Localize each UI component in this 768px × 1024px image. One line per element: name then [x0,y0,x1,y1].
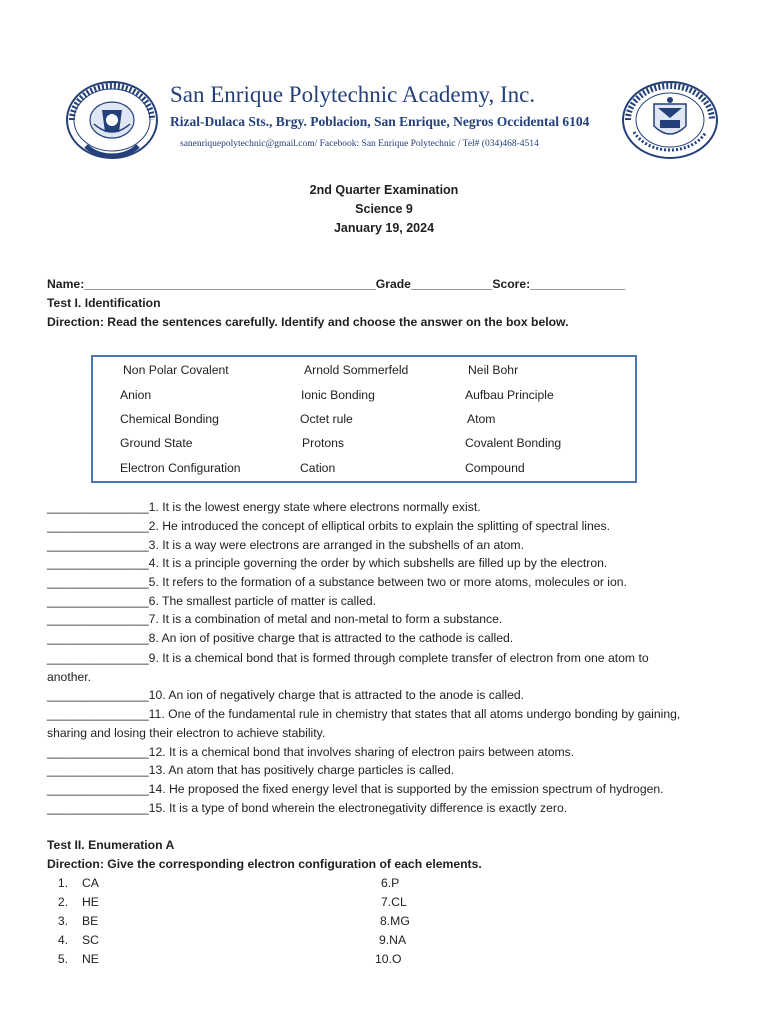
element-symbol: SC [82,933,99,947]
item-number: 3. [57,914,68,928]
question-item [47,745,574,759]
answer-blank[interactable]: _______________ [47,575,149,589]
name-blank[interactable]: ___________________________________________ [84,277,376,291]
element-symbol: NE [82,952,99,966]
school-address: Rizal-Dulaca Sts., Brgy. Poblacion, San Enrique, Negros Occidental 6104 [170,114,590,129]
choice-item: Cation [300,461,336,475]
choice-item: Anion [120,388,152,402]
enumeration-item: 9.NA [379,933,407,947]
test2-direction: Direction: Give the corresponding electron configuration of each elements. [47,857,482,871]
choice-item: Ionic Bonding [301,388,375,402]
exam-subject: Science 9 [355,202,413,216]
question-text: 8. An ion of positive charge that is attracted to the cathode is called. [148,631,514,645]
question-continuation: another. [47,670,92,684]
question-text: 11. One of the fundamental rule in chemistry that states that all atoms undergo bonding by gaining, [148,707,681,721]
test2-title: Test II. Enumeration A [47,838,175,852]
answer-blank[interactable]: _______________ [47,631,149,645]
school-seal-logo [64,80,160,160]
enumeration-item [46,876,99,890]
question-text: 1. It is the lowest energy state where electrons normally exist. [148,500,481,514]
question-text: 14. He proposed the fixed energy level that is supported by the emission spectrum of hydrogen. [148,782,664,796]
question-text: 12. It is a chemical bond that involves sharing of electron pairs between atoms. [148,745,575,759]
choice-item: Atom [467,412,496,426]
answer-blank[interactable]: _______________ [47,500,149,514]
answer-blank[interactable]: _______________ [47,782,149,796]
enumeration-item: 7.CL [381,895,407,909]
choice-item: Non Polar Covalent [123,363,229,377]
answer-blank[interactable]: _______________ [47,651,149,665]
element-symbol: HE [82,895,99,909]
choice-item: Aufbau Principle [465,388,554,402]
item-number: 1. [57,876,68,890]
question-text: 15. It is a type of bond wherein the electronegativity difference is exactly zero. [148,801,568,815]
choice-item: Covalent Bonding [465,436,562,450]
question-text: 10. An ion of negatively charge that is attracted to the anode is called. [148,688,525,702]
score-label: Score: [492,277,531,291]
choice-item: Protons [302,436,345,450]
question-item [47,707,680,721]
element-symbol: CA [82,876,99,890]
question-item [47,631,513,645]
name-label: Name: [47,277,85,291]
question-item [47,519,610,533]
enumeration-item: 8.MG [380,914,410,928]
answer-blank[interactable]: _______________ [47,763,149,777]
question-text: 6. The smallest particle of matter is called. [148,594,377,608]
question-item [47,688,524,702]
question-item [47,651,649,665]
test1-direction: Direction: Read the sentences carefully. Identify and choose the answer on the box below. [47,315,569,329]
enumeration-item [46,895,99,909]
question-item [47,612,502,626]
school-name: San Enrique Polytechnic Academy, Inc. [170,82,536,107]
question-item [47,556,607,570]
enumeration-item [46,933,99,947]
question-item [47,538,524,552]
exam-title: 2nd Quarter Examination [309,183,459,197]
question-text: 9. It is a chemical bond that is formed through complete transfer of electron from one atom to [148,651,649,665]
question-text: 13. An atom that has positively charge particles is called. [148,763,455,777]
question-item [47,575,627,589]
answer-blank[interactable]: _______________ [47,519,149,533]
question-text: 5. It refers to the formation of a substance between two or more atoms, molecules or ion. [148,575,627,589]
grade-blank[interactable]: ____________ [410,277,493,291]
enumeration-item [46,952,99,966]
letterhead [0,0,768,170]
enumeration-item: 10.O [375,952,402,966]
answer-blank[interactable]: _______________ [47,745,149,759]
question-item [47,594,376,608]
choice-item: Electron Configuration [120,461,241,475]
item-number: 2. [57,895,68,909]
question-item [47,500,481,514]
answer-blank[interactable]: _______________ [47,556,149,570]
enumeration-item [46,914,98,928]
choice-item: Neil Bohr [468,363,519,377]
item-number: 5. [57,952,68,966]
test1-title: Test I. Identification [47,296,161,310]
question-text: 7. It is a combination of metal and non-metal to form a substance. [148,612,503,626]
item-number: 4. [57,933,68,947]
element-symbol: BE [82,914,99,928]
answer-blank[interactable]: _______________ [47,688,149,702]
answer-blank[interactable]: _______________ [47,707,149,721]
question-item [47,801,567,815]
question-text: 3. It is a way were electrons are arranged in the subshells of an atom. [148,538,524,552]
answer-blank[interactable]: _______________ [47,612,149,626]
score-blank[interactable]: ______________ [530,277,626,291]
choice-item: Octet rule [300,412,353,426]
question-continuation: sharing and losing their electron to achieve stability. [47,726,326,740]
exam-date: January 19, 2024 [333,221,435,235]
question-item [47,763,454,777]
question-item [47,782,664,796]
grade-label: Grade [375,277,411,291]
answer-blank[interactable]: _______________ [47,801,149,815]
answer-blank[interactable]: _______________ [47,538,149,552]
enumeration-item: 6.P [381,876,400,890]
choice-item: Ground State [120,436,193,450]
choice-item: Arnold Sommerfeld [304,363,409,377]
school-contact: sanenriquepolytechnic@gmail.com/ Facebook: San Enrique Polytechnic / Tel# (034)468-4514 [180,139,539,149]
question-text: 2. He introduced the concept of elliptical orbits to explain the splitting of spectral lines. [148,519,611,533]
answer-blank[interactable]: _______________ [47,594,149,608]
answer-choices-box [91,355,637,483]
deped-seal-logo [620,80,720,160]
question-text: 4. It is a principle governing the order by which subshells are filled up by the electron. [148,556,608,570]
choice-item: Chemical Bonding [120,412,219,426]
student-info-line [47,277,625,291]
choice-item: Compound [465,461,525,475]
